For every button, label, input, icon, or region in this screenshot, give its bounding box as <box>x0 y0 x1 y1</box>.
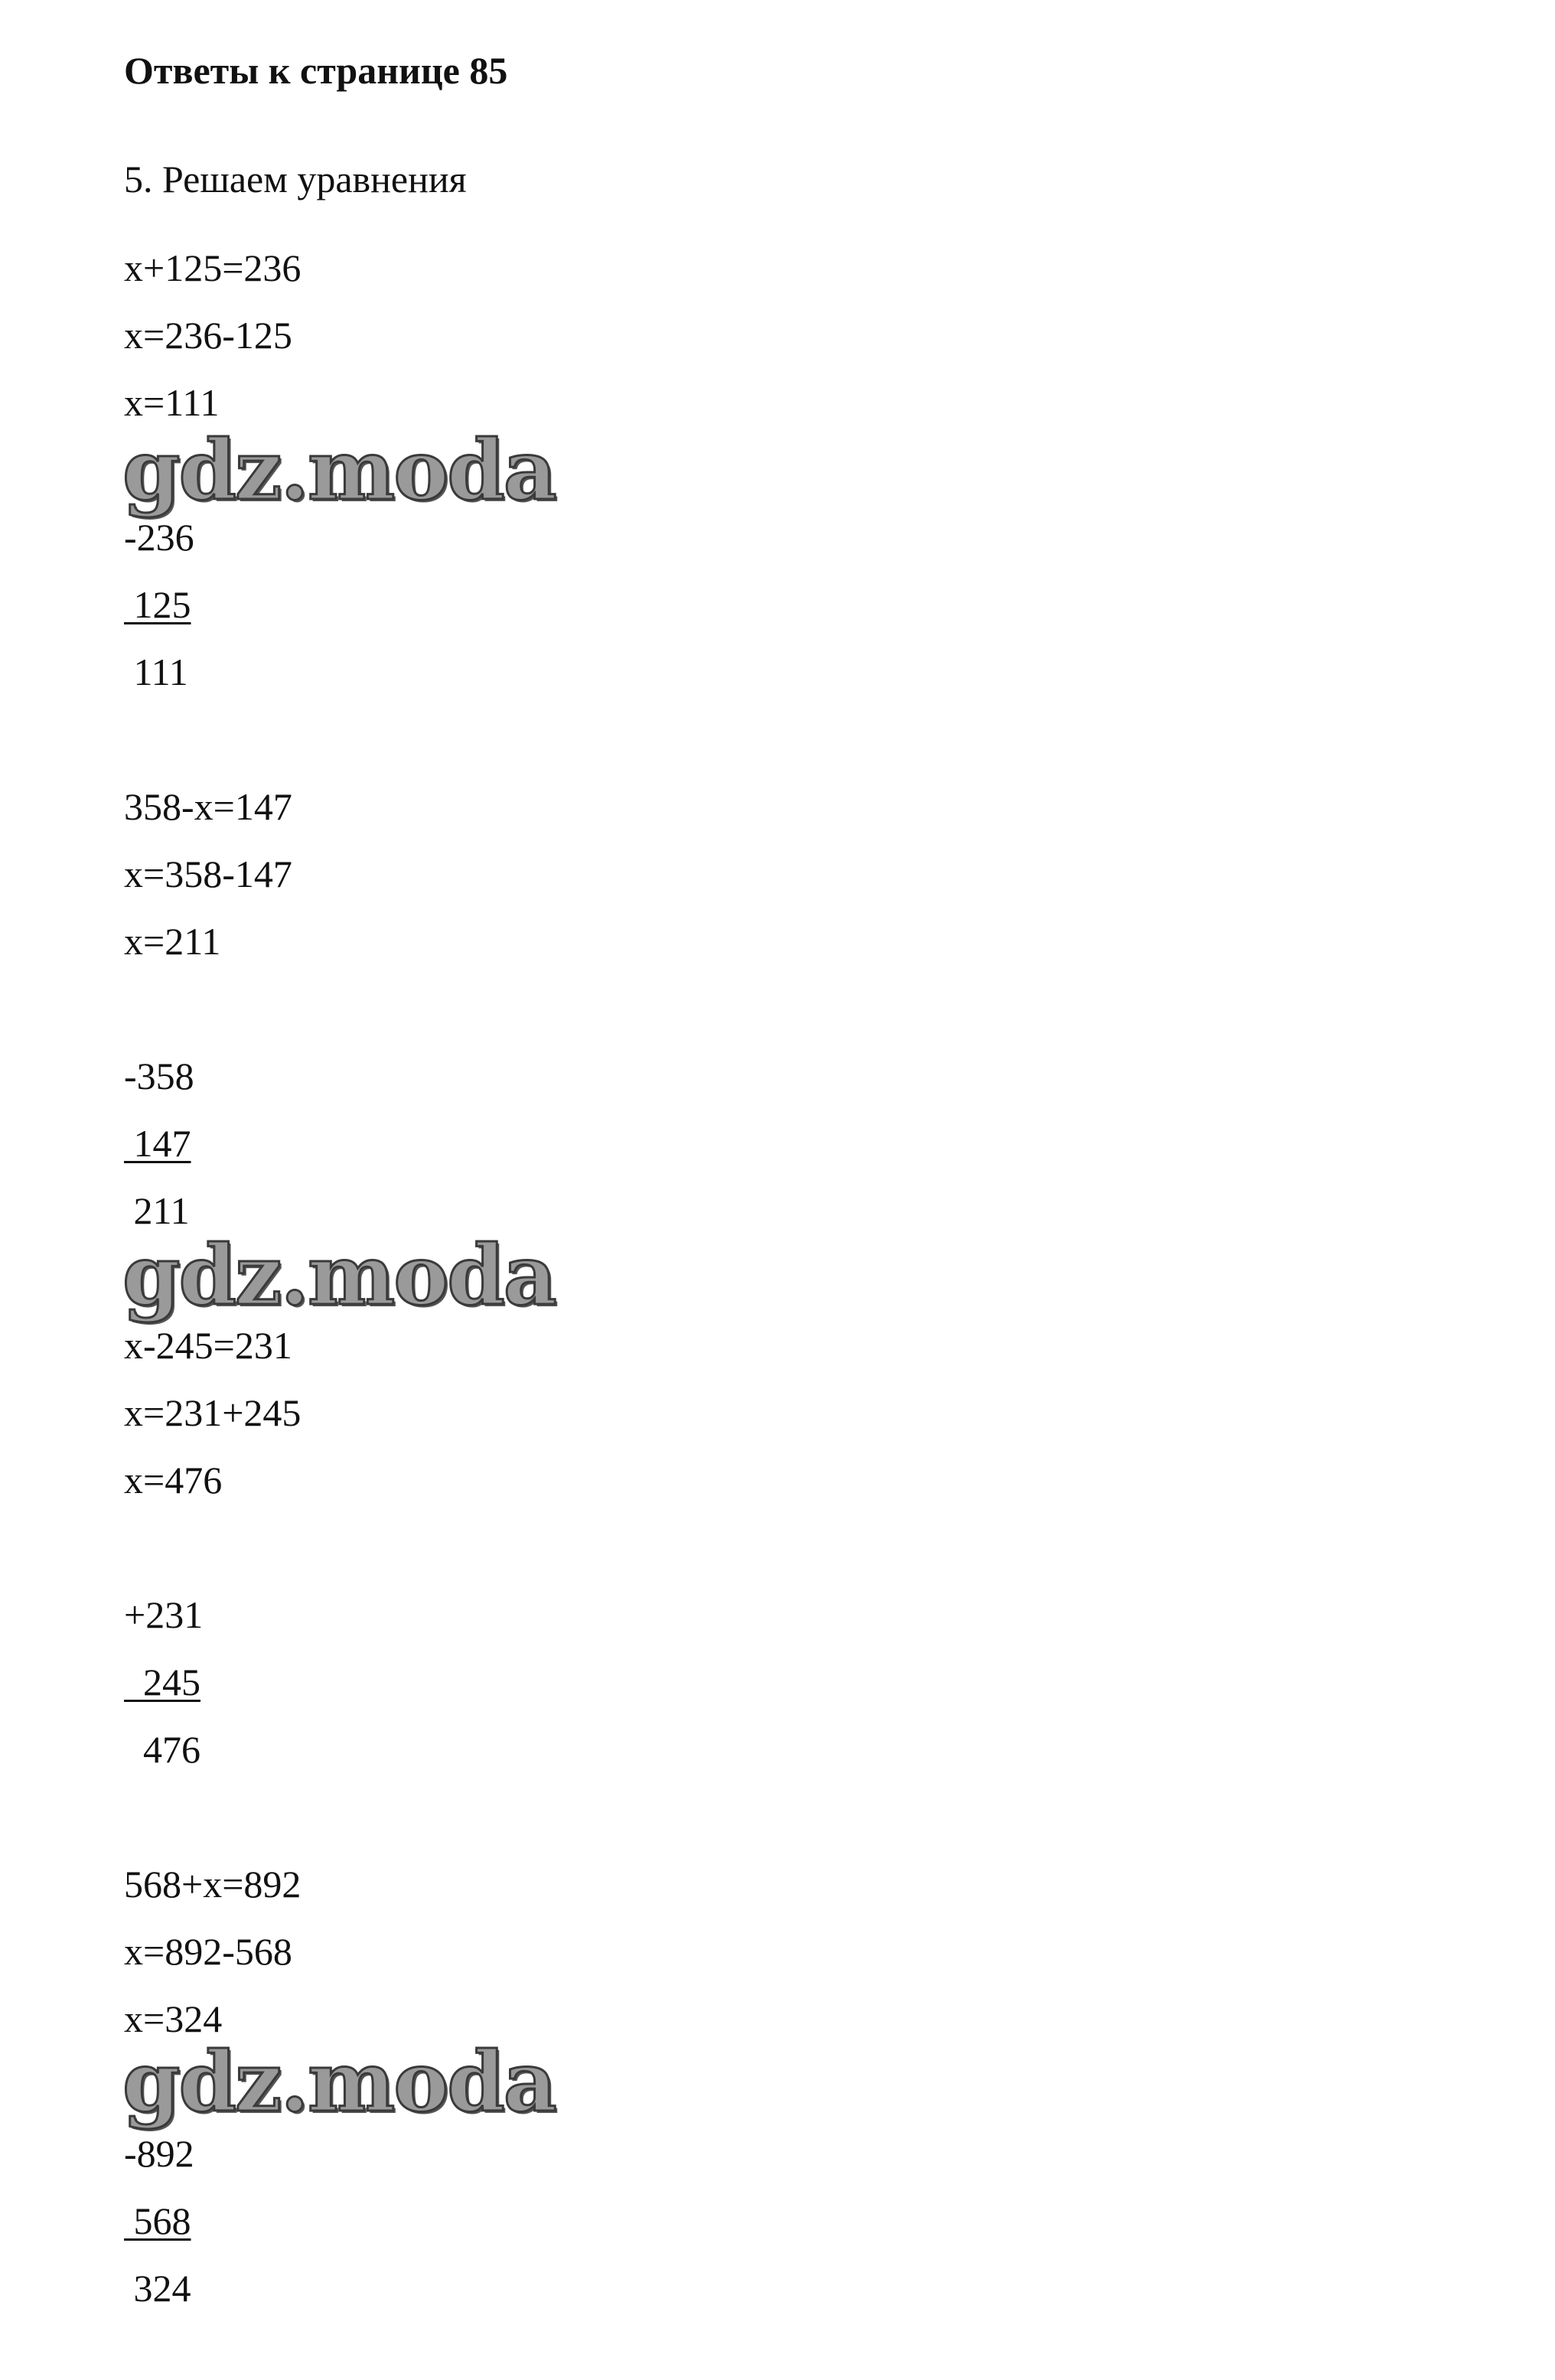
equation-line: 358-x=147 <box>124 785 292 828</box>
column-result: 111 <box>124 650 188 693</box>
column-operand: 245 <box>124 1661 200 1703</box>
column-operand: -892 <box>124 2132 194 2175</box>
equation-line: x=476 <box>124 1459 223 1501</box>
equation-line: x=324 <box>124 1997 223 2040</box>
equation-line: x=892-568 <box>124 1930 292 1973</box>
column-operand: 568 <box>124 2199 191 2242</box>
task-heading: 5. Решаем уравнения <box>124 158 467 201</box>
equation-line: x=236-125 <box>124 314 292 357</box>
column-result: 211 <box>124 1189 190 1232</box>
column-result: 476 <box>124 1728 200 1771</box>
equation-line: x-245=231 <box>124 1324 292 1367</box>
equation-line: x=358-147 <box>124 853 292 895</box>
watermark-logo: gdz.moda <box>122 422 556 519</box>
column-operand: +231 <box>124 1593 204 1636</box>
column-operand: -236 <box>124 516 194 559</box>
column-operand: 125 <box>124 583 191 626</box>
equation-line: x=231+245 <box>124 1391 302 1434</box>
equation-line: x=111 <box>124 381 220 424</box>
column-operand: 147 <box>124 1122 191 1165</box>
equation-line: 568+x=892 <box>124 1863 302 1906</box>
page-title: Ответы к странице 85 <box>124 49 508 92</box>
column-result: 324 <box>124 2267 191 2310</box>
column-operand: -358 <box>124 1055 194 1097</box>
equation-line: x+125=236 <box>124 246 302 289</box>
watermark-logo: gdz.moda <box>122 1227 556 1324</box>
equation-line: x=211 <box>124 920 221 963</box>
watermark-logo: gdz.moda <box>122 2034 556 2131</box>
